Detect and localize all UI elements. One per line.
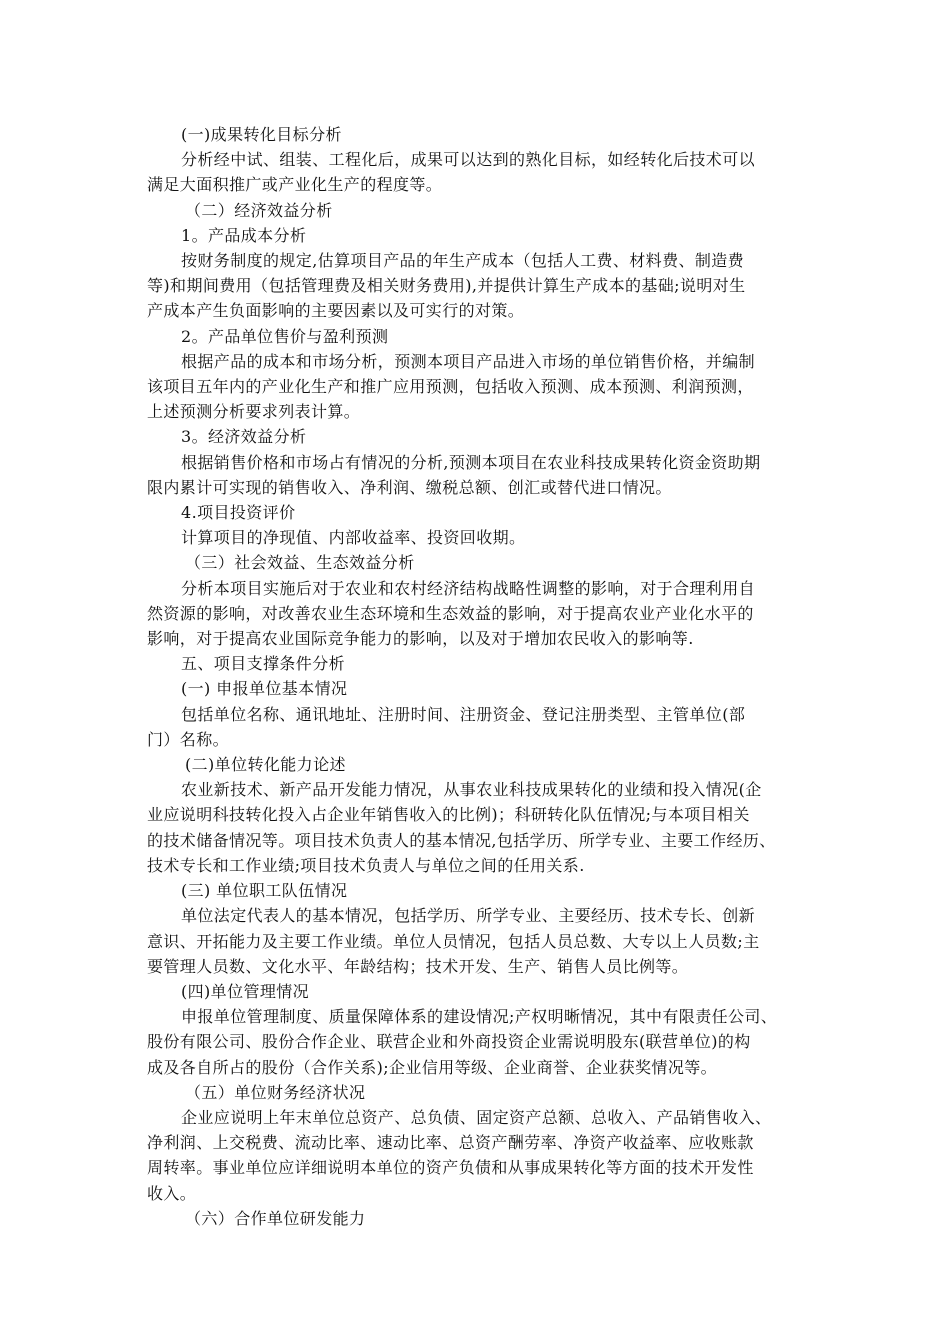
text-line: 企业应说明上年末单位总资产、总负债、固定资产总额、总收入、产品销售收入、 [181,1107,772,1127]
text-line: (四)单位管理情况 [181,981,310,1001]
text-line: 农业新技术、新产品开发能力情况，从事农业科技成果转化的业绩和投入情况(企 [181,780,762,800]
text-line: 五、项目支撑条件分析 [181,654,346,674]
text-line: 计算项目的净现值、内部收益率、投资回收期。 [181,528,526,548]
text-line: 按财务制度的规定,估算项目产品的年生产成本（包括人工费、材料费、制造费 [181,251,745,271]
text-line: 收入。 [147,1183,197,1203]
text-line: 等)和期间费用（包括管理费及相关财务费用),并提供计算生产成本的基础;说明对生 [147,276,746,296]
text-line: 股份有限公司、股份合作企业、联营企业和外商投资企业需说明股东(联营单位)的构 [147,1032,751,1052]
text-line: 意识、开拓能力及主要工作业绩。单位人员情况，包括人员总数、大专以上人员数;主 [147,931,760,951]
text-line: 限内累计可实现的销售收入、净利润、缴税总额、创汇或替代进口情况。 [147,477,672,497]
text-line: 净利润、上交税费、流动比率、速动比率、总资产酬劳率、净资产收益率、应收账款 [147,1133,754,1153]
section-heading: (二)单位转化能力论述 [185,755,346,775]
text-line: 门）名称。 [147,729,230,749]
text-line: (三) 单位职工队伍情况 [181,881,348,901]
text-line: 周转率。事业单位应详细说明本单位的资产负债和从事成果转化等方面的技术开发性 [147,1158,754,1178]
section-heading: （五）单位财务经济状况 [185,1082,366,1102]
text-line: 申报单位管理制度、质量保障体系的建设情况;产权明晰情况，其中有限责任公司、 [181,1007,778,1027]
text-line: 分析本项目实施后对于农业和农村经济结构战略性调整的影响，对于合理利用自 [181,578,756,598]
section-heading: （二）经济效益分析 [185,200,333,220]
text-line: 单位法定代表人的基本情况，包括学历、所学专业、主要经历、技术专长、创新 [181,906,756,926]
text-line: 上述预测分析要求列表计算。 [147,402,361,422]
text-line: 1。产品成本分析 [181,225,307,245]
text-line: 影响，对于提高农业国际竞争能力的影响，以及对于增加农民收入的影响等. [147,629,694,649]
text-line: 业应说明科技转化投入占企业年销售收入的比例)；科研转化队伍情况;与本项目相关 [147,805,750,825]
text-line: 要管理人员数、文化水平、年龄结构；技术开发、生产、销售人员比例等。 [147,956,689,976]
text-line: 4.项目投资评价 [181,503,296,523]
text-line: (一) 申报单位基本情况 [181,679,348,699]
section-heading: （六）合作单位研发能力 [185,1208,366,1228]
text-line: 包括单位名称、通讯地址、注册时间、注册资金、登记注册类型、主管单位(部 [181,704,746,724]
text-line: 2。产品单位售价与盈利预测 [181,326,389,346]
text-line: 满足大面积推广或产业化生产的程度等。 [147,175,443,195]
section-heading: （三）社会效益、生态效益分析 [185,553,415,573]
text-line: 分析经中试、组装、工程化后，成果可以达到的熟化目标，如经转化后技术可以 [181,150,756,170]
text-line: 的技术储备情况等。项目技术负责人的基本情况,包括学历、所学专业、主要工作经历、 [147,830,776,850]
text-line: 成及各自所占的股份（合作关系);企业信用等级、企业商誉、企业获奖情况等。 [147,1057,718,1077]
text-line: 该项目五年内的产业化生产和推广应用预测，包括收入预测、成本预测、利润预测， [147,377,754,397]
text-line: 根据销售价格和市场占有情况的分析,预测本项目在农业科技成果转化资金资助期 [181,452,761,472]
text-line: 3。经济效益分析 [181,427,307,447]
document-body [147,122,815,1231]
text-line: 然资源的影响，对改善农业生态环境和生态效益的影响，对于提高农业产业化水平的 [147,603,754,623]
text-line: 根据产品的成本和市场分析，预测本项目产品进入市场的单位销售价格，并编制 [181,351,756,371]
section-heading: (一)成果转化目标分析 [181,125,342,144]
text-line: 技术专长和工作业绩;项目技术负责人与单位之间的任用关系. [147,855,585,875]
text-line: 产成本产生负面影响的主要因素以及可实行的对策。 [147,301,525,321]
